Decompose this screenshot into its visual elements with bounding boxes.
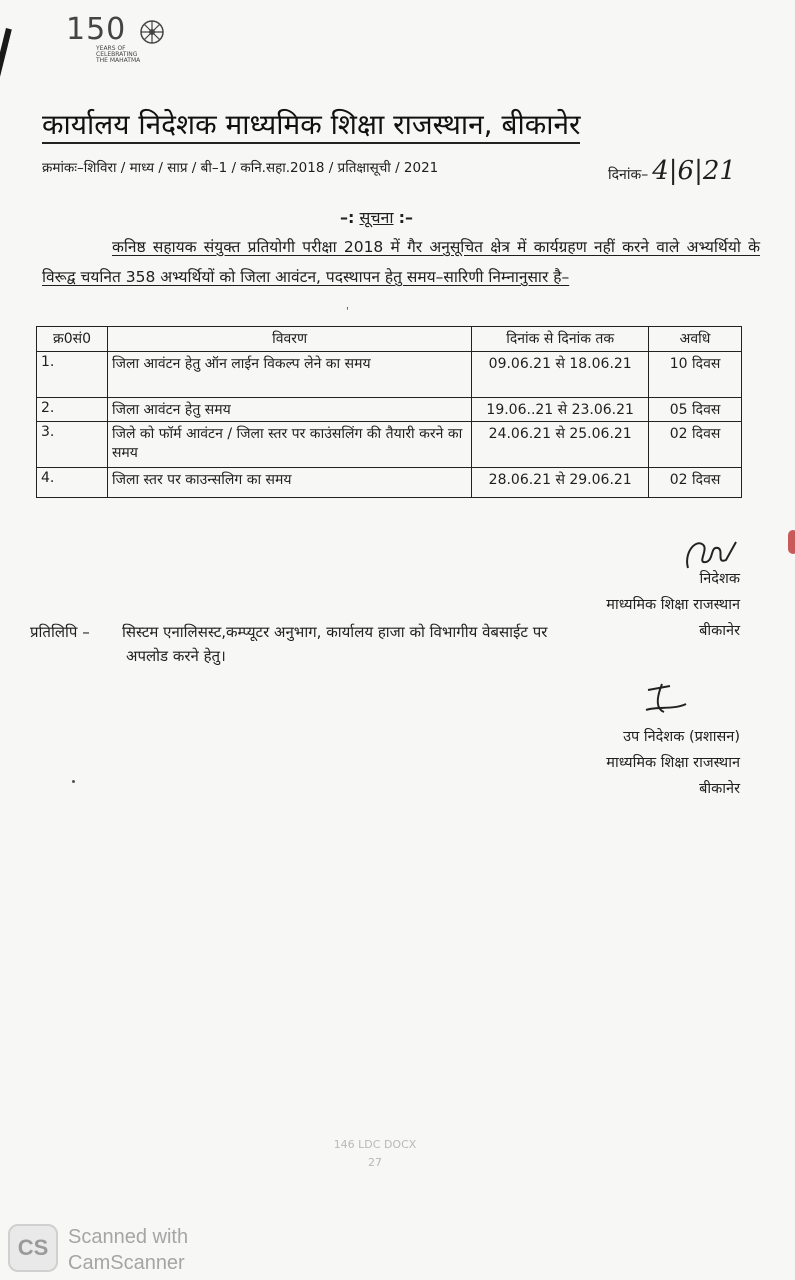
cell-description: जिला आवंटन हेतु ऑन लाईन विकल्प लेने का समय <box>107 352 471 398</box>
cell-duration: 02 दिवस <box>649 468 742 498</box>
deputy-sign-block <box>520 724 740 802</box>
red-ink-mark <box>788 530 795 554</box>
cell-duration: 10 दिवस <box>649 352 742 398</box>
director-dept: माध्यमिक शिक्षा राजस्थान <box>606 597 740 613</box>
camscanner-watermark: Scanned with CamScanner <box>68 1226 189 1274</box>
header-date-range: दिनांक से दिनांक तक <box>472 327 649 352</box>
charkha-icon <box>138 18 166 46</box>
cell-duration: 02 दिवस <box>649 422 742 468</box>
cell-date-range: 19.06..21 से 23.06.21 <box>472 398 649 422</box>
deputy-place: बीकानेर <box>699 781 740 797</box>
deputy-designation: उप निदेशक (प्रशासन) <box>623 729 740 745</box>
copy-to-section <box>30 620 730 668</box>
cell-sno: 1. <box>37 352 108 398</box>
copy-line-2: अपलोड करने हेतु। <box>126 647 226 665</box>
cell-sno: 3. <box>37 422 108 468</box>
speck <box>72 780 75 783</box>
camscanner-logo-icon: CS <box>8 1224 58 1272</box>
table-row <box>37 468 742 498</box>
table-row <box>37 352 742 398</box>
table-row <box>37 398 742 422</box>
cell-duration: 05 दिवस <box>649 398 742 422</box>
handwritten-date: 4|6|21 <box>652 156 736 186</box>
cell-description: जिला स्तर पर काउन्सलिग का समय <box>107 468 471 498</box>
header-duration: अवधि <box>649 327 742 352</box>
faint-stamp: 146 LDC DOCX 27 <box>333 1138 417 1169</box>
director-place: बीकानेर <box>699 623 740 639</box>
cell-date-range: 24.06.21 से 25.06.21 <box>472 422 649 468</box>
notice-paragraph: कनिष्ठ सहायक संयुक्त प्रतियोगी परीक्षा 2018 में गैर अनुसूचित क्षेत्र में कार्यग्रहण नहीं करने वाले अभ्यर्थियो के विरूद्व चयनित 358 अभ्यर्थियों को जिला आवंटन, पदस्थापन हेतु समय–सारिणी निम्नानुसार है– <box>42 238 760 286</box>
reference-number: क्रमांकः–शिविरा / माध्य / साप्र / बी–1 / कनि.सहा.2018 / प्रतिक्षासूची / 2021 <box>42 160 439 176</box>
deputy-director-signature <box>640 680 690 720</box>
header-sno: क्र0सं0 <box>37 327 108 352</box>
copy-line-1: सिस्टम एनालिसस्ट,कम्प्यूटर अनुभाग, कार्यालय हाजा को विभागीय वेबसाईट पर <box>122 623 548 641</box>
director-designation: निदेशक <box>699 571 740 587</box>
schedule-table <box>36 326 742 498</box>
table-row <box>37 422 742 468</box>
notice-heading: –: सूचना :– <box>340 208 414 227</box>
office-title: कार्यालय निदेशक माध्यमिक शिक्षा राजस्थान, बीकानेर <box>42 108 580 144</box>
logo-caption: YEARS OF CELEBRATING THE MAHATMA <box>96 45 141 64</box>
date-label: दिनांक– <box>608 167 649 183</box>
gandhi-150-logo <box>66 12 186 64</box>
cell-description: जिले को फॉर्म आवंटन / जिला स्तर पर काउंसलिंग की तैयारी करने का समय <box>107 422 471 468</box>
cell-date-range: 09.06.21 से 18.06.21 <box>472 352 649 398</box>
cell-sno: 4. <box>37 468 108 498</box>
cell-sno: 2. <box>37 398 108 422</box>
deputy-dept: माध्यमिक शिक्षा राजस्थान <box>606 755 740 771</box>
logo-number: 150 <box>66 12 127 47</box>
copy-label: प्रतिलिपि – <box>30 623 90 641</box>
cell-description: जिला आवंटन हेतु समय <box>107 398 471 422</box>
table-header-row <box>37 327 742 352</box>
stray-mark: ' <box>346 306 349 317</box>
cell-date-range: 28.06.21 से 29.06.21 <box>472 468 649 498</box>
pen-mark <box>0 28 12 105</box>
date-line <box>608 156 736 186</box>
header-description: विवरण <box>107 327 471 352</box>
